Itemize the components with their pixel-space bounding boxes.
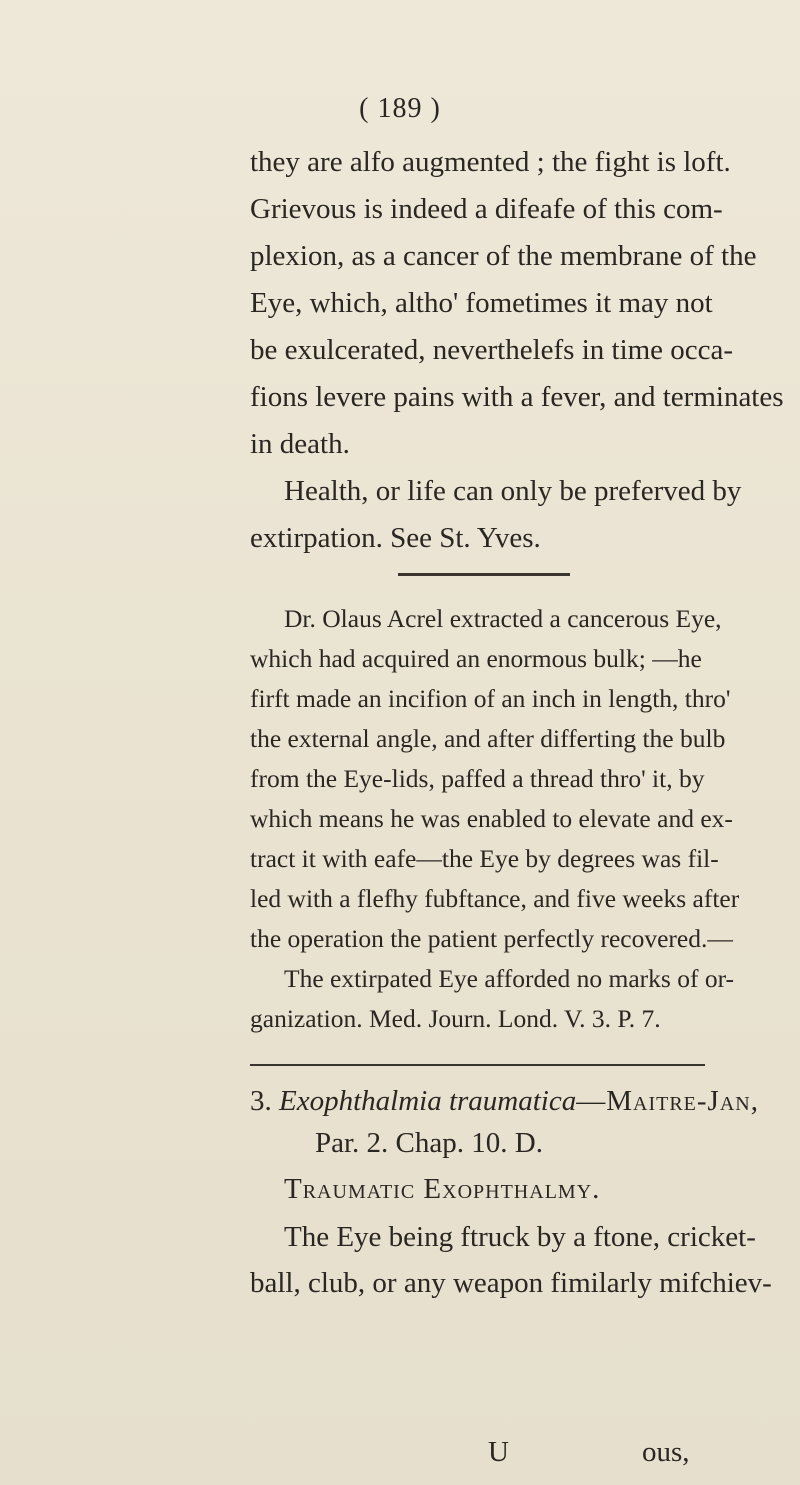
author-name: —Maitre-Jan,	[576, 1085, 759, 1117]
signature-mark: U	[488, 1436, 509, 1468]
english-title: Traumatic Exophthalmy.	[284, 1173, 601, 1205]
reference-line: Par. 2. Chap. 10. D.	[315, 1127, 543, 1159]
text-line: they are alfo augmented ; the fight is loft.	[250, 146, 731, 178]
page-number: ( 189 )	[359, 93, 441, 124]
text-line: tract it with eafe—the Eye by degrees was fil-	[250, 844, 719, 873]
section-divider	[250, 1064, 705, 1066]
text-line: Eye, which, altho' fometimes it may not	[250, 287, 713, 319]
text-line: Grievous is indeed a difeafe of this com-	[250, 193, 723, 225]
latin-title: Exophthalmia traumatica	[279, 1085, 577, 1117]
section-number: 3.	[250, 1085, 272, 1117]
catchword: ous,	[642, 1436, 690, 1468]
text-line: The extirpated Eye afforded no marks of or-	[284, 964, 735, 993]
text-line: Dr. Olaus Acrel extracted a cancerous Eye,	[284, 604, 722, 633]
text-line: The Eye being ftruck by a ftone, cricket-	[284, 1221, 756, 1253]
text-line: ganization. Med. Journ. Lond. V. 3. P. 7.	[250, 1004, 661, 1033]
text-line: the external angle, and after differting the bulb	[250, 724, 726, 753]
text-line: plexion, as a cancer of the membrane of the	[250, 240, 757, 272]
text-line: Health, or life can only be preferved by	[284, 475, 742, 507]
text-line: extirpation. See St. Yves.	[250, 522, 541, 554]
text-line: in death.	[250, 428, 350, 460]
text-line: which had acquired an enormous bulk; —he	[250, 644, 702, 673]
text-line: ball, club, or any weapon fimilarly mifchiev-	[250, 1267, 772, 1299]
text-line: led with a flefhy fubftance, and five weeks after	[250, 884, 740, 913]
text-line: fions levere pains with a fever, and terminates	[250, 381, 784, 413]
text-line: firft made an incifion of an inch in length, thro'	[250, 684, 731, 713]
text-line: be exulcerated, neverthelefs in time occa-	[250, 334, 734, 366]
text-line: the operation the patient perfectly recovered.—	[250, 924, 733, 953]
section-divider	[398, 573, 570, 576]
section-heading	[250, 1085, 759, 1118]
text-line: from the Eye-lids, paffed a thread thro' it, by	[250, 764, 705, 793]
text-line: which means he was enabled to elevate and ex-	[250, 804, 733, 833]
